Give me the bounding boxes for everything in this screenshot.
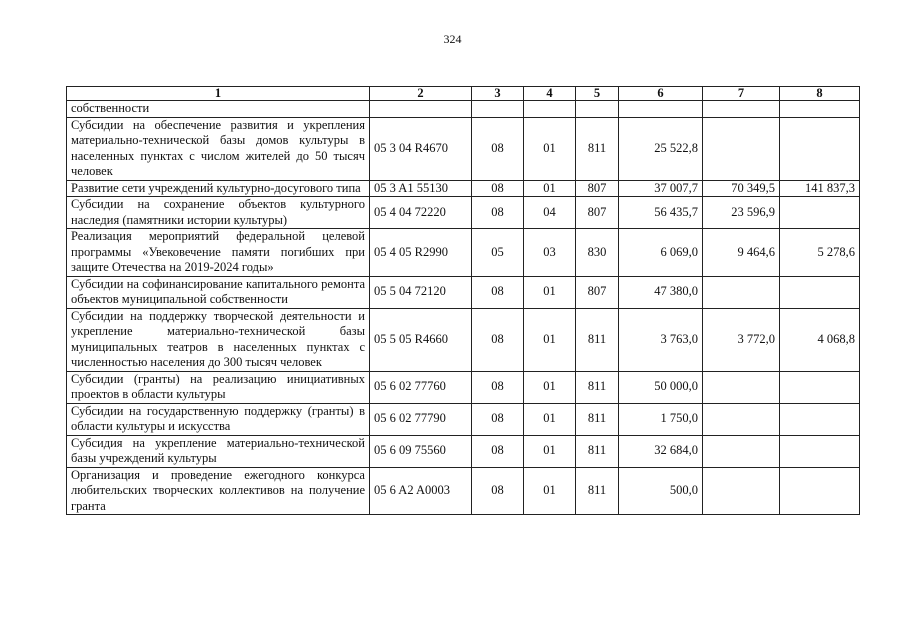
column-header-6: 6 xyxy=(619,87,703,101)
row-col8-cell: 5 278,6 xyxy=(780,229,860,277)
row-code-cell xyxy=(370,101,472,118)
row-col7-cell: 3 772,0 xyxy=(703,308,780,371)
row-code-cell: 05 5 04 72120 xyxy=(370,276,472,308)
row-col3-cell xyxy=(472,101,524,118)
table-row xyxy=(67,403,860,435)
row-col3-cell: 08 xyxy=(472,197,524,229)
row-col4-cell: 01 xyxy=(524,276,576,308)
table-row xyxy=(67,467,860,515)
row-col4-cell: 01 xyxy=(524,403,576,435)
row-col8-cell xyxy=(780,435,860,467)
row-col5-cell: 811 xyxy=(576,308,619,371)
row-col6-cell: 47 380,0 xyxy=(619,276,703,308)
row-col5-cell: 807 xyxy=(576,276,619,308)
row-col6-cell xyxy=(619,101,703,118)
row-col4-cell: 03 xyxy=(524,229,576,277)
row-code-cell: 05 6 02 77790 xyxy=(370,403,472,435)
row-col5-cell xyxy=(576,101,619,118)
row-col5-cell: 811 xyxy=(576,371,619,403)
table-row xyxy=(67,180,860,197)
row-name-cell: Реализация мероприятий федеральной целевой программы «Увековечение памяти погибших при защите Отечества на 2019-2024 годы» xyxy=(67,229,370,277)
row-col3-cell: 08 xyxy=(472,180,524,197)
row-code-cell: 05 6 02 77760 xyxy=(370,371,472,403)
row-col8-cell: 141 837,3 xyxy=(780,180,860,197)
row-col3-cell: 08 xyxy=(472,117,524,180)
column-header-3: 3 xyxy=(472,87,524,101)
table-row xyxy=(67,308,860,371)
row-col5-cell: 830 xyxy=(576,229,619,277)
column-header-8: 8 xyxy=(780,87,860,101)
row-col8-cell xyxy=(780,101,860,118)
row-col4-cell: 01 xyxy=(524,371,576,403)
row-col5-cell: 811 xyxy=(576,117,619,180)
row-col8-cell xyxy=(780,467,860,515)
row-code-cell: 05 4 04 72220 xyxy=(370,197,472,229)
column-header-7: 7 xyxy=(703,87,780,101)
row-col4-cell: 01 xyxy=(524,308,576,371)
row-name-cell: Субсидии на сохранение объектов культурного наследия (памятники истории культуры) xyxy=(67,197,370,229)
row-col8-cell xyxy=(780,117,860,180)
row-code-cell: 05 6 09 75560 xyxy=(370,435,472,467)
table-body xyxy=(67,101,860,515)
row-col7-cell xyxy=(703,276,780,308)
row-col3-cell: 05 xyxy=(472,229,524,277)
row-name-cell: Развитие сети учреждений культурно-досугового типа xyxy=(67,180,370,197)
row-col7-cell xyxy=(703,101,780,118)
column-header-2: 2 xyxy=(370,87,472,101)
row-name-cell: Субсидии на обеспечение развития и укрепления материально-технической базы домов культуры в населенных пунктах с числом жителей до 50 тысяч человек xyxy=(67,117,370,180)
row-col5-cell: 807 xyxy=(576,197,619,229)
row-col5-cell: 811 xyxy=(576,467,619,515)
row-code-cell: 05 3 A1 55130 xyxy=(370,180,472,197)
budget-table xyxy=(66,86,860,515)
row-col3-cell: 08 xyxy=(472,276,524,308)
row-col6-cell: 1 750,0 xyxy=(619,403,703,435)
row-code-cell: 05 4 05 R2990 xyxy=(370,229,472,277)
row-col7-cell xyxy=(703,435,780,467)
table-row xyxy=(67,229,860,277)
row-name-cell: Субсидии (гранты) на реализацию инициативных проектов в области культуры xyxy=(67,371,370,403)
row-col7-cell xyxy=(703,403,780,435)
row-name-cell: Субсидии на государственную поддержку (гранты) в области культуры и искусства xyxy=(67,403,370,435)
row-col7-cell: 23 596,9 xyxy=(703,197,780,229)
row-col6-cell: 50 000,0 xyxy=(619,371,703,403)
header-row xyxy=(67,87,860,101)
row-col6-cell: 56 435,7 xyxy=(619,197,703,229)
row-code-cell: 05 5 05 R4660 xyxy=(370,308,472,371)
row-col3-cell: 08 xyxy=(472,435,524,467)
row-col6-cell: 37 007,7 xyxy=(619,180,703,197)
row-name-cell: Субсидия на укрепление материально-технической базы учреждений культуры xyxy=(67,435,370,467)
row-col4-cell: 01 xyxy=(524,467,576,515)
row-col4-cell: 01 xyxy=(524,435,576,467)
page-number: 324 xyxy=(443,32,462,46)
row-col7-cell xyxy=(703,371,780,403)
row-col6-cell: 32 684,0 xyxy=(619,435,703,467)
row-col5-cell: 811 xyxy=(576,403,619,435)
row-col7-cell xyxy=(703,467,780,515)
row-col8-cell xyxy=(780,197,860,229)
row-col3-cell: 08 xyxy=(472,403,524,435)
row-col5-cell: 807 xyxy=(576,180,619,197)
row-col3-cell: 08 xyxy=(472,371,524,403)
row-col4-cell: 04 xyxy=(524,197,576,229)
row-name-cell: Субсидии на поддержку творческой деятельности и укрепление материально-технической базы муниципальных театров в населенных пунктах с численностью населения до 300 тысяч человек xyxy=(67,308,370,371)
table-row xyxy=(67,435,860,467)
table-row xyxy=(67,117,860,180)
column-header-1: 1 xyxy=(67,87,370,101)
row-code-cell: 05 3 04 R4670 xyxy=(370,117,472,180)
row-col8-cell xyxy=(780,371,860,403)
row-code-cell: 05 6 A2 A0003 xyxy=(370,467,472,515)
table-row xyxy=(67,276,860,308)
row-col7-cell: 70 349,5 xyxy=(703,180,780,197)
row-col5-cell: 811 xyxy=(576,435,619,467)
row-col6-cell: 6 069,0 xyxy=(619,229,703,277)
row-col7-cell xyxy=(703,117,780,180)
row-col6-cell: 25 522,8 xyxy=(619,117,703,180)
row-col3-cell: 08 xyxy=(472,467,524,515)
row-col7-cell: 9 464,6 xyxy=(703,229,780,277)
row-col3-cell: 08 xyxy=(472,308,524,371)
row-col4-cell: 01 xyxy=(524,117,576,180)
row-col4-cell xyxy=(524,101,576,118)
row-name-cell: собственности xyxy=(67,101,370,118)
column-header-5: 5 xyxy=(576,87,619,101)
table-row xyxy=(67,197,860,229)
column-header-4: 4 xyxy=(524,87,576,101)
table-row xyxy=(67,371,860,403)
row-col6-cell: 3 763,0 xyxy=(619,308,703,371)
row-name-cell: Субсидии на софинансирование капитального ремонта объектов муниципальной собственности xyxy=(67,276,370,308)
row-col8-cell xyxy=(780,276,860,308)
table-row xyxy=(67,101,860,118)
row-name-cell: Организация и проведение ежегодного конкурса любительских творческих коллективов на получение гранта xyxy=(67,467,370,515)
row-col4-cell: 01 xyxy=(524,180,576,197)
row-col8-cell xyxy=(780,403,860,435)
row-col6-cell: 500,0 xyxy=(619,467,703,515)
row-col8-cell: 4 068,8 xyxy=(780,308,860,371)
